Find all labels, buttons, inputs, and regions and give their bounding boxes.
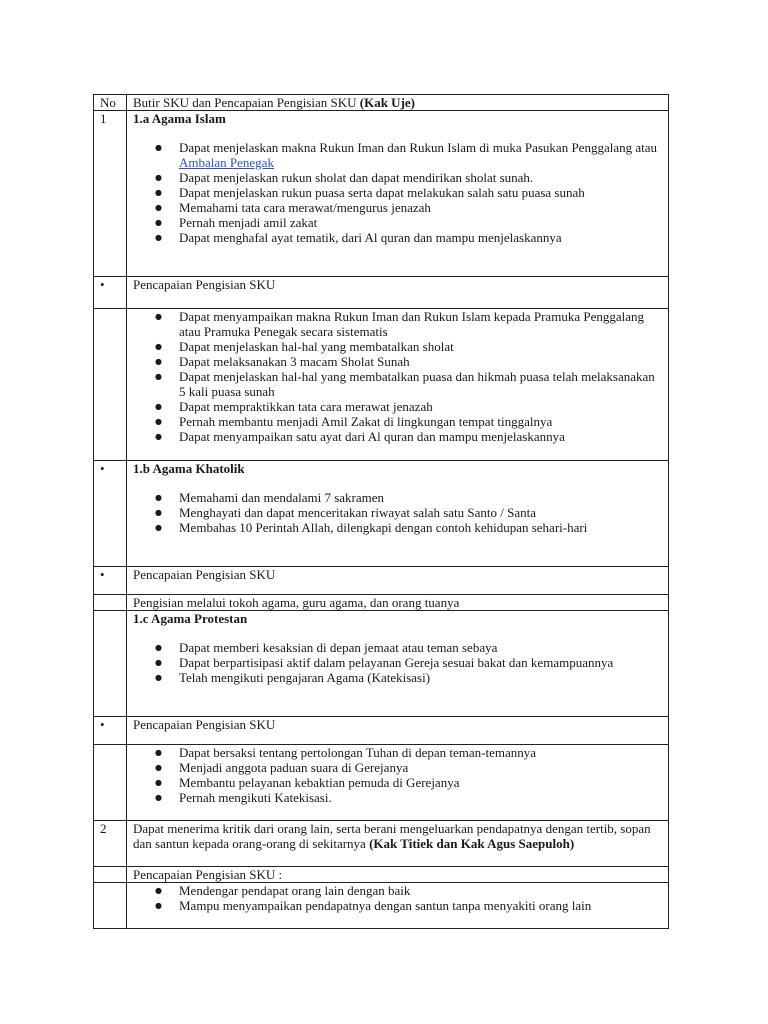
list-item: ● Dapat menjelaskan rukun sholat dan dapat mendirikan sholat sunah. bbox=[179, 170, 662, 185]
row2-achievements-cell bbox=[127, 883, 669, 929]
header-no: No bbox=[94, 95, 127, 111]
section-title-islam: 1.a Agama Islam bbox=[133, 111, 226, 126]
list-item: ● Memahami dan mendalami 7 sakramen bbox=[179, 490, 662, 505]
table-row bbox=[94, 745, 669, 821]
list-item: ● Dapat menyampaikan makna Rukun Iman dan Rukun Islam kepada Pramuka Penggalang atau Pramuka Penegak secara sistematis bbox=[179, 309, 662, 339]
row-number: 1 bbox=[94, 111, 127, 277]
row-number: 2 bbox=[94, 821, 127, 867]
list-item: ● Mendengar pendapat orang lain dengan baik bbox=[179, 883, 662, 898]
empty-cell bbox=[94, 745, 127, 821]
bullet-cell bbox=[94, 461, 127, 567]
protestan-requirements-list bbox=[133, 640, 662, 685]
header-title bbox=[127, 95, 669, 111]
bullet-marker: • bbox=[100, 277, 105, 292]
protestan-achievements-cell bbox=[127, 745, 669, 821]
islam-achievements-list bbox=[133, 309, 662, 444]
islam-achievements-cell bbox=[127, 309, 669, 461]
bullet-cell bbox=[94, 717, 127, 745]
bullet-marker: • bbox=[100, 567, 105, 582]
row2-text-cell bbox=[127, 821, 669, 867]
header-title-text: Butir SKU dan Pencapaian Pengisian SKU bbox=[133, 95, 357, 110]
list-item bbox=[179, 140, 662, 170]
protestan-achievements-list bbox=[133, 745, 662, 805]
list-item: ● Dapat bersaksi tentang pertolongan Tuhan di depan teman-temannya bbox=[179, 745, 662, 760]
table-row bbox=[94, 821, 669, 867]
header-title-bold: (Kak Uje) bbox=[359, 95, 416, 110]
list-item: ● Mampu menyampaikan pendapatnya dengan santun tanpa menyakiti orang lain bbox=[179, 898, 662, 913]
khatolik-requirements-list bbox=[133, 490, 662, 535]
list-item: ● Dapat menjelaskan hal-hal yang membatalkan puasa dan hikmah puasa telah melaksanakan 5 kali puasa sunah bbox=[179, 369, 662, 399]
empty-cell bbox=[94, 595, 127, 611]
sku-table bbox=[93, 94, 669, 929]
list-item: ● Dapat melaksanakan 3 macam Sholat Sunah bbox=[179, 354, 662, 369]
empty-cell bbox=[94, 883, 127, 929]
khatolik-achievement: Pengisian melalui tokoh agama, guru agama, dan orang tuanya bbox=[127, 595, 669, 611]
ambalan-penegak-link[interactable]: Ambalan Penegak bbox=[179, 155, 274, 170]
list-item: ● Dapat menjelaskan rukun puasa serta dapat melakukan salah satu puasa sunah bbox=[179, 185, 662, 200]
empty-cell bbox=[94, 867, 127, 883]
list-item: ● Dapat menjelaskan hal-hal yang membatalkan sholat bbox=[179, 339, 662, 354]
row2-text: Dapat menerima kritik dari orang lain, serta berani mengeluarkan pendapatnya dengan tertib, sopan dan santun kepada orang-orang di sekitarnya bbox=[133, 821, 651, 851]
list-item: ● Dapat memberi kesaksian di depan jemaat atau teman sebaya bbox=[179, 640, 662, 655]
list-item: ● Membantu pelayanan kebaktian pemuda di Gerejanya bbox=[179, 775, 662, 790]
row2-achievements-list bbox=[133, 883, 662, 913]
pencapaian-label-khatolik: Pencapaian Pengisian SKU bbox=[127, 567, 669, 595]
islam-requirements-list bbox=[133, 140, 662, 245]
table-row bbox=[94, 717, 669, 745]
empty-cell bbox=[94, 309, 127, 461]
table-row bbox=[94, 277, 669, 309]
table-header-row bbox=[94, 95, 669, 111]
table-row bbox=[94, 309, 669, 461]
list-item: ● Dapat menghafal ayat tematik, dari Al quran dan mampu menjelaskannya bbox=[179, 230, 662, 245]
khatolik-requirements-cell bbox=[127, 461, 669, 567]
table-row bbox=[94, 461, 669, 567]
protestan-requirements-cell bbox=[127, 611, 669, 717]
list-item: ● Menjadi anggota paduan suara di Gerejanya bbox=[179, 760, 662, 775]
list-item: ● Memahami tata cara merawat/mengurus jenazah bbox=[179, 200, 662, 215]
list-item: ● Membahas 10 Perintah Allah, dilengkapi dengan contoh kehidupan sehari-hari bbox=[179, 520, 662, 535]
list-item: ● Pernah menjadi amil zakat bbox=[179, 215, 662, 230]
section-title-protestan: 1.c Agama Protestan bbox=[133, 611, 248, 626]
list-item: ● Dapat mempraktikkan tata cara merawat jenazah bbox=[179, 399, 662, 414]
bullet-marker: • bbox=[100, 461, 105, 476]
bullet-cell bbox=[94, 567, 127, 595]
table-row bbox=[94, 883, 669, 929]
islam-requirements-cell bbox=[127, 111, 669, 277]
pencapaian-label-islam: Pencapaian Pengisian SKU bbox=[127, 277, 669, 309]
section-title-khatolik: 1.b Agama Khatolik bbox=[133, 461, 245, 476]
row2-pencapaian-label: Pencapaian Pengisian SKU : bbox=[127, 867, 669, 883]
list-item: ● Pernah mengikuti Katekisasi. bbox=[179, 790, 662, 805]
list-item: ● Pernah membantu menjadi Amil Zakat di lingkungan tempat tinggalnya bbox=[179, 414, 662, 429]
list-item: ● Dapat menyampaikan satu ayat dari Al quran dan mampu menjelaskannya bbox=[179, 429, 662, 444]
row2-bold: (Kak Titiek dan Kak Agus Saepuloh) bbox=[369, 836, 575, 851]
empty-cell bbox=[94, 611, 127, 717]
list-item: ● Menghayati dan dapat menceritakan riwayat salah satu Santo / Santa bbox=[179, 505, 662, 520]
table-row bbox=[94, 111, 669, 277]
bullet-marker: • bbox=[100, 717, 105, 732]
bullet-cell bbox=[94, 277, 127, 309]
list-item: ● Dapat berpartisipasi aktif dalam pelayanan Gereja sesuai bakat dan kemampuannya bbox=[179, 655, 662, 670]
table-row bbox=[94, 567, 669, 595]
table-row bbox=[94, 611, 669, 717]
table-row bbox=[94, 867, 669, 883]
table-row bbox=[94, 595, 669, 611]
list-item-text: Dapat menjelaskan makna Rukun Iman dan Rukun Islam di muka Pasukan Penggalang atau bbox=[179, 140, 657, 155]
list-item: ● Telah mengikuti pengajaran Agama (Katekisasi) bbox=[179, 670, 662, 685]
pencapaian-label-protestan: Pencapaian Pengisian SKU bbox=[127, 717, 669, 745]
